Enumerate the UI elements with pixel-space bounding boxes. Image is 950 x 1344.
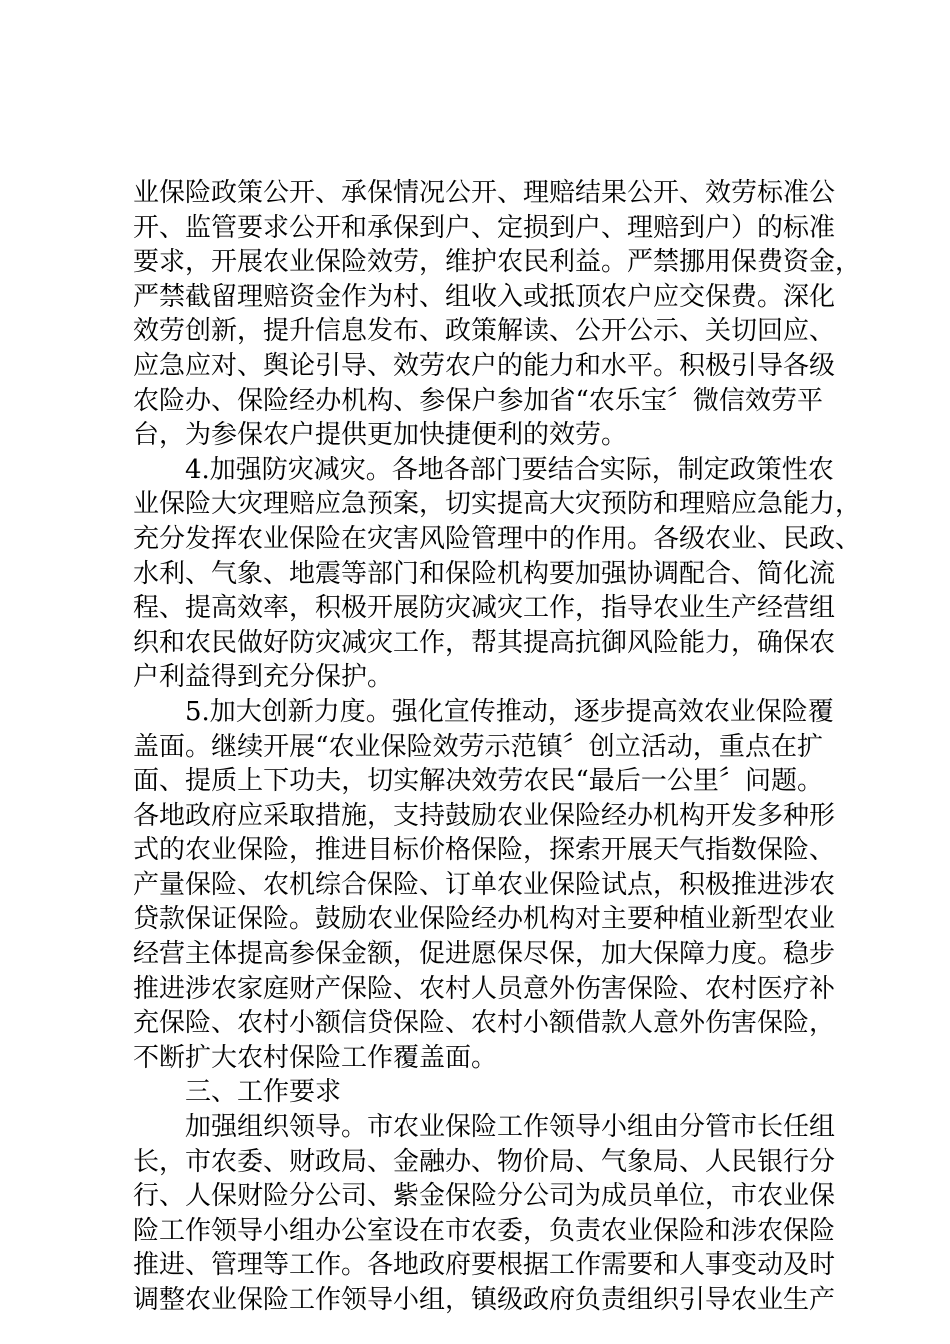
text-line: 水利、气象、地震等部门和保险机构要加强协调配合、简化流: [133, 558, 836, 589]
document-body: [133, 176, 862, 1318]
text-line: 行、人保财险分公司、紫金保险分公司为成员单位，市农业保: [133, 1181, 836, 1212]
text-line: 推进、管理等工作。各地政府要根据工作需要和人事变动及时: [133, 1250, 836, 1281]
text-line: 织和农民做好防灾减灾工作，帮其提高抗御风险能力，确保农: [133, 627, 836, 658]
text-line: 各地政府应采取措施，支持鼓励农业保险经办机构开发多种形: [133, 800, 836, 831]
text-line: 调整农业保险工作领导小组，镇级政府负责组织引导农业生产: [133, 1285, 836, 1315]
text-line: 式的农业保险，推进目标价格保险，探索开展天气指数保险、: [133, 835, 836, 866]
text-line: 不断扩大农村保险工作覆盖面。: [133, 1042, 498, 1073]
text-line: 长，市农委、财政局、金融办、物价局、气象局、人民银行分: [133, 1146, 836, 1177]
text-line: 要求，开展农业保险效劳，维护农民利益。严禁挪用保费资金，: [133, 247, 862, 278]
text-line: 户利益得到充分保护。: [133, 662, 394, 693]
text-line: 经营主体提高参保金额，促进愿保尽保，加大保障力度。稳步: [133, 939, 836, 970]
text-line: 充分发挥农业保险在灾害风险管理中的作用。各级农业、民政、: [133, 523, 862, 554]
text-line: 程、提高效率，积极开展防灾减灾工作，指导农业生产经营组: [133, 593, 836, 624]
text-line: 面、提质上下功夫，切实解决效劳农民“最后一公里〞问题。: [133, 766, 823, 797]
text-line: 应急应对、舆论引导、效劳农户的能力和水平。积极引导各级: [133, 350, 836, 381]
text-line: 开、监管要求公开和承保到户、定损到户、理赔到户）的标准: [133, 212, 836, 243]
text-line: 4.加强防灾减灾。各地各部门要结合实际，制定政策性农: [185, 454, 834, 485]
text-line: 效劳创新，提升信息发布、政策解读、公开公示、关切回应、: [133, 316, 836, 347]
text-line: 5.加大创新力度。强化宣传推动，逐步提高效农业保险覆: [185, 696, 834, 727]
text-line: 农险办、保险经办机构、参保户参加省“农乐宝〞微信效劳平: [133, 385, 823, 416]
text-line: 推进涉农家庭财产保险、农村人员意外伤害保险、农村医疗补: [133, 973, 836, 1004]
text-line: 贷款保证保险。鼓励农业保险经办机构对主要种植业新型农业: [133, 904, 836, 935]
text-line: 三、工作要求: [185, 1077, 342, 1108]
text-line: 业保险大灾理赔应急预案，切实提高大灾预防和理赔应急能力，: [133, 489, 862, 520]
text-line: 险工作领导小组办公室设在市农委，负责农业保险和涉农保险: [133, 1215, 836, 1246]
text-line: 业保险政策公开、承保情况公开、理赔结果公开、效劳标准公: [133, 178, 836, 208]
text-line: 台，为参保农户提供更加快捷便利的效劳。: [133, 420, 628, 451]
text-line: 盖面。继续开展“农业保险效劳示范镇〞创立活动，重点在扩: [133, 731, 823, 762]
text-line: 严禁截留理赔资金作为村、组收入或抵顶农户应交保费。深化: [133, 281, 836, 312]
text-line: 产量保险、农机综合保险、订单农业保险试点，积极推进涉农: [133, 869, 836, 900]
text-line: 加强组织领导。市农业保险工作领导小组由分管市长任组: [185, 1112, 836, 1143]
text-line: 充保险、农村小额信贷保险、农村小额借款人意外伤害保险，: [133, 1008, 836, 1039]
